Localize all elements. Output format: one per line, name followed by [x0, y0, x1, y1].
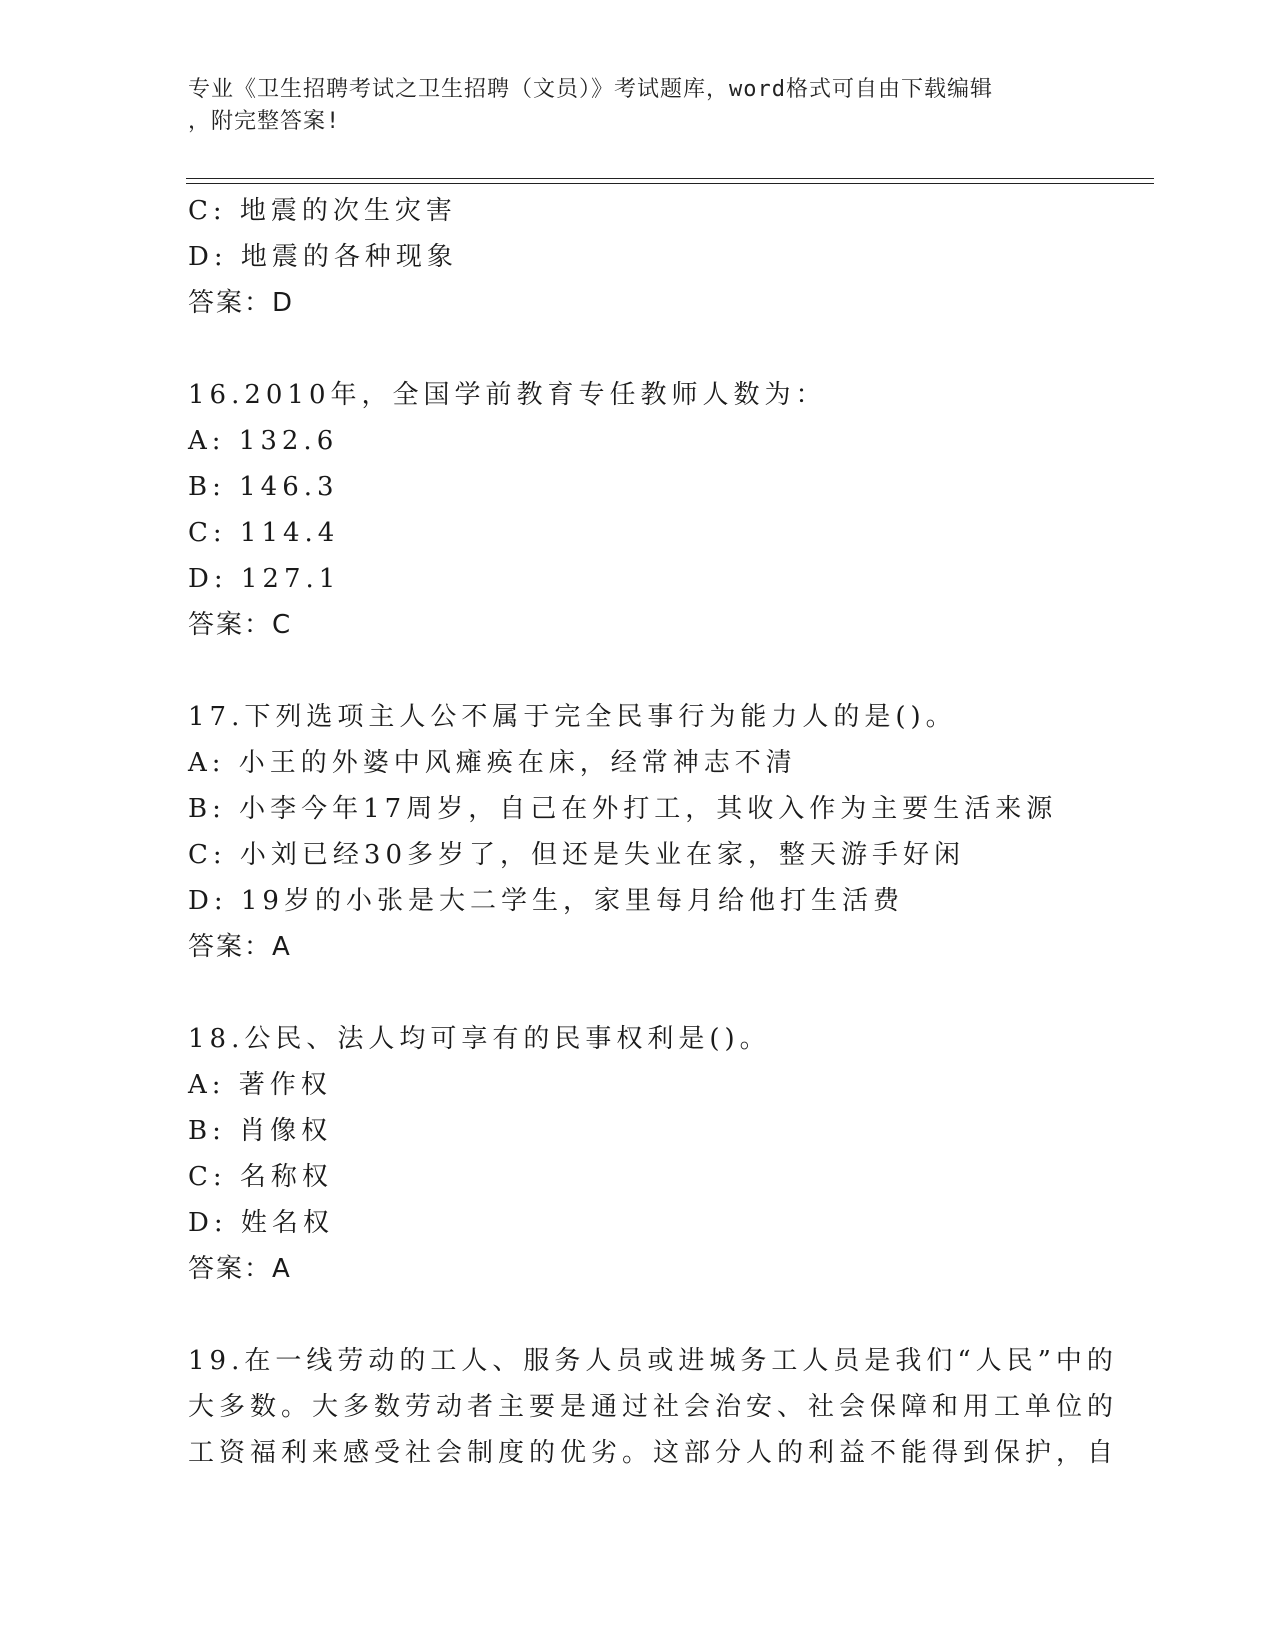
question-text: 16.2010年，全国学前教育专任教师人数为：	[188, 380, 827, 410]
header-rule-top	[186, 178, 1154, 179]
header-line-1: 专业《卫生招聘考试之卫生招聘（文员）》考试题库，word格式可自由下载编辑	[188, 77, 993, 102]
document-body	[188, 188, 1119, 1476]
answer: 答案：A	[188, 1254, 292, 1284]
option-c: C: 小刘已经30多岁了，但还是失业在家，整天游手好闲	[188, 840, 966, 870]
question-17	[188, 694, 1088, 970]
answer: 答案：A	[188, 932, 292, 962]
option-d: D: 地震的各种现象	[188, 242, 458, 272]
option-a: A: 著作权	[188, 1070, 332, 1100]
option-a: A: 小王的外婆中风瘫痪在床，经常神志不清	[188, 748, 797, 778]
spacer	[188, 970, 1088, 1016]
question-19	[188, 1338, 1119, 1476]
question-text: 17.下列选项主人公不属于完全民事行为能力人的是()。	[188, 702, 957, 732]
question-text-line-1: 19.在一线劳动的工人、服务人员或进城务工人员是我们“人民”中的	[188, 1346, 1118, 1376]
header-rule-bottom	[186, 183, 1154, 184]
previous-question-tail	[188, 188, 1088, 326]
option-c: C: 地震的次生灾害	[188, 196, 457, 226]
answer: 答案：C	[188, 610, 293, 640]
spacer	[188, 1292, 1088, 1338]
spacer	[188, 326, 1088, 372]
option-d: D: 127.1	[188, 564, 341, 594]
question-text: 18.公民、法人均可享有的民事权利是()。	[188, 1024, 771, 1054]
option-d: D: 姓名权	[188, 1208, 334, 1238]
option-c: C: 114.4	[188, 518, 340, 548]
answer: 答案：D	[188, 288, 295, 318]
question-18	[188, 1016, 1088, 1292]
option-b: B: 小李今年17周岁，自己在外打工，其收入作为主要生活来源	[188, 794, 1058, 824]
option-d: D: 19岁的小张是大二学生，家里每月给他打生活费	[188, 886, 904, 916]
header-line-2: ，附完整答案!	[188, 109, 341, 134]
option-b: B: 146.3	[188, 472, 339, 502]
option-b: B: 肖像权	[188, 1116, 333, 1146]
spacer	[188, 648, 1088, 694]
option-a: A: 132.6	[188, 426, 339, 456]
question-text-line-3: 工资福利来感受社会制度的优劣。这部分人的利益不能得到保护，自	[188, 1438, 1119, 1468]
document-header	[188, 74, 1088, 138]
option-c: C: 名称权	[188, 1162, 333, 1192]
question-16	[188, 372, 1088, 648]
question-text-line-2: 大多数。大多数劳动者主要是通过社会治安、社会保障和用工单位的	[188, 1392, 1119, 1422]
